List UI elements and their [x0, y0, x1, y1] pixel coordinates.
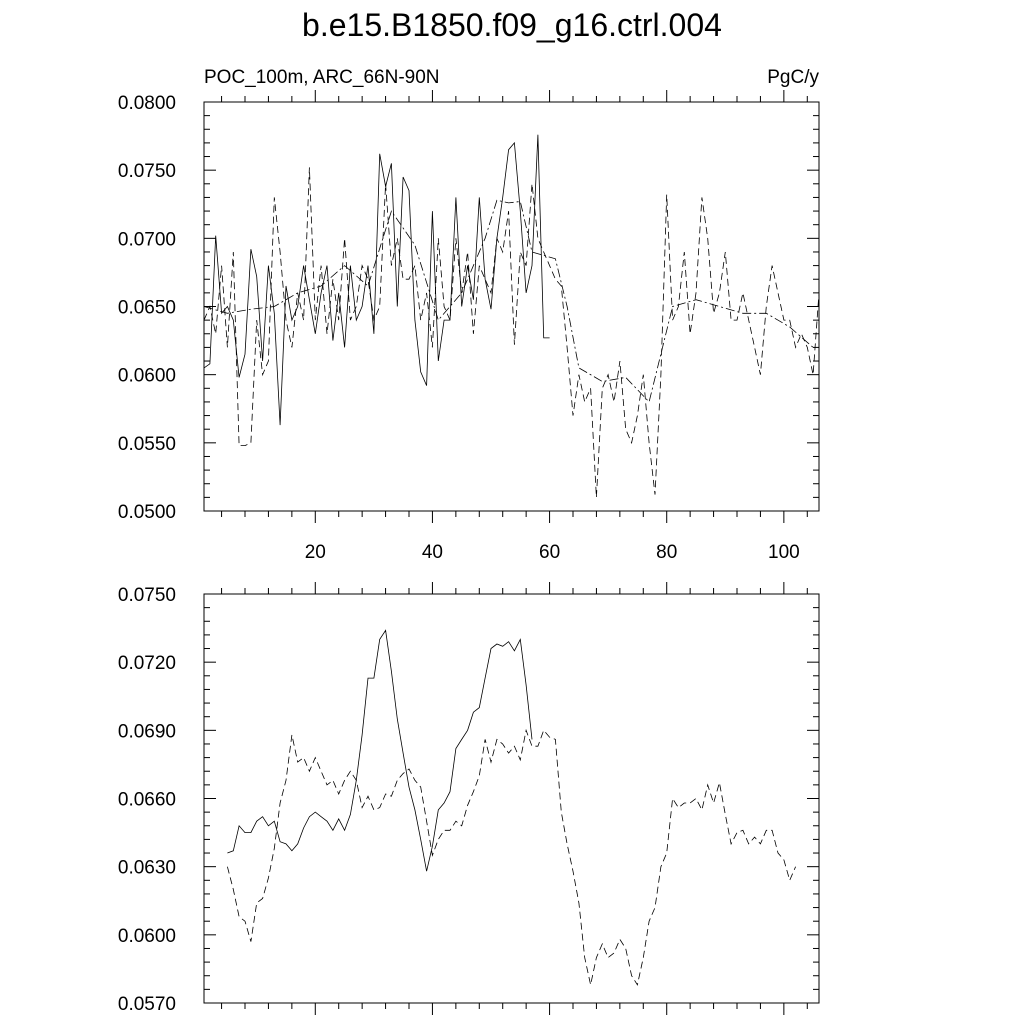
top-series-solid-line	[204, 135, 550, 425]
top-y-tick-label: 0.0550	[117, 433, 176, 455]
top-panel-subtitle-left: POC_100m, ARC_66N-90N	[204, 67, 440, 88]
top-x-tick-label: 80	[656, 542, 678, 563]
top-series-dashdot-line	[204, 200, 813, 402]
bottom-y-tick-label: 0.0750	[117, 585, 176, 606]
top-y-tick-label: 0.0650	[117, 297, 176, 319]
bottom-series-solid-line	[227, 630, 532, 871]
top-x-tick-label: 20	[304, 542, 326, 563]
bottom-series-dashed-line	[227, 730, 795, 985]
top-y-tick-label: 0.0750	[117, 161, 176, 183]
top-y-tick-label: 0.0700	[117, 229, 176, 251]
top-panel-frame	[204, 102, 819, 511]
bottom-y-tick-label: 0.0600	[117, 925, 176, 947]
bottom-y-tick-label: 0.0570	[117, 994, 176, 1015]
bottom-y-tick-label: 0.0630	[117, 857, 176, 879]
top-x-tick-label: 60	[539, 542, 561, 563]
bottom-panel-frame	[204, 594, 819, 1003]
bottom-panel	[118, 582, 819, 1015]
figure-title: b.e15.B1850.f09_g16.ctrl.004	[302, 7, 722, 43]
top-panel-subtitle-right: PgC/y	[767, 67, 819, 88]
top-x-tick-label: 40	[421, 542, 443, 563]
bottom-y-tick-label: 0.0720	[117, 653, 176, 675]
top-y-tick-label: 0.0800	[117, 93, 176, 114]
top-x-tick-label: 100	[768, 542, 800, 563]
top-panel	[118, 67, 820, 563]
bottom-y-tick-label: 0.0690	[117, 721, 176, 743]
top-series-dashed-line	[204, 167, 819, 497]
bottom-y-tick-label: 0.0660	[117, 789, 176, 811]
top-y-tick-label: 0.0500	[117, 502, 176, 523]
top-y-tick-label: 0.0600	[117, 365, 176, 387]
